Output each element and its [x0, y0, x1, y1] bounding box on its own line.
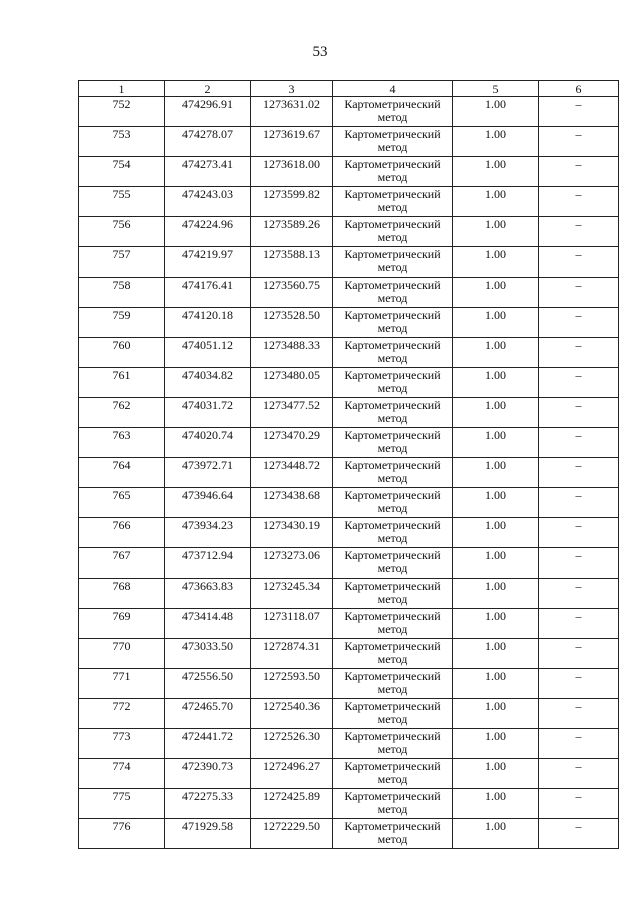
x-coordinate-cell: 474031.72: [165, 397, 251, 427]
accuracy-cell: 1.00: [453, 728, 539, 758]
method-cell: Картометрический метод: [333, 187, 453, 217]
accuracy-cell: 1.00: [453, 97, 539, 127]
y-coordinate-cell: 1273618.00: [251, 157, 333, 187]
point-number-cell: 753: [79, 127, 165, 157]
table-row: [79, 488, 619, 518]
x-coordinate-cell: 474296.91: [165, 97, 251, 127]
table-row: [79, 789, 619, 819]
accuracy-cell: 1.00: [453, 247, 539, 277]
point-number-cell: 766: [79, 518, 165, 548]
table-row: [79, 518, 619, 548]
y-coordinate-cell: 1272526.30: [251, 728, 333, 758]
point-number-cell: 755: [79, 187, 165, 217]
note-cell: –: [539, 789, 619, 819]
x-coordinate-cell: 472441.72: [165, 728, 251, 758]
method-cell: Картометрический метод: [333, 367, 453, 397]
table-row: [79, 187, 619, 217]
y-coordinate-cell: 1273430.19: [251, 518, 333, 548]
y-coordinate-cell: 1273470.29: [251, 428, 333, 458]
table-row: [79, 458, 619, 488]
method-cell: Картометрический метод: [333, 337, 453, 367]
note-cell: –: [539, 337, 619, 367]
note-cell: –: [539, 728, 619, 758]
column-header: 4: [333, 81, 453, 97]
accuracy-cell: 1.00: [453, 789, 539, 819]
method-cell: Картометрический метод: [333, 518, 453, 548]
point-number-cell: 774: [79, 759, 165, 789]
method-cell: Картометрический метод: [333, 548, 453, 578]
accuracy-cell: 1.00: [453, 367, 539, 397]
method-cell: Картометрический метод: [333, 819, 453, 849]
accuracy-cell: 1.00: [453, 337, 539, 367]
table-row: [79, 367, 619, 397]
column-header: 2: [165, 81, 251, 97]
x-coordinate-cell: 472275.33: [165, 789, 251, 819]
table-row: [79, 608, 619, 638]
method-cell: Картометрический метод: [333, 277, 453, 307]
table-row: [79, 217, 619, 247]
y-coordinate-cell: 1273480.05: [251, 367, 333, 397]
point-number-cell: 760: [79, 337, 165, 367]
table-row: [79, 428, 619, 458]
method-cell: Картометрический метод: [333, 458, 453, 488]
accuracy-cell: 1.00: [453, 428, 539, 458]
y-coordinate-cell: 1272540.36: [251, 698, 333, 728]
note-cell: –: [539, 157, 619, 187]
accuracy-cell: 1.00: [453, 608, 539, 638]
table-row: [79, 548, 619, 578]
note-cell: –: [539, 97, 619, 127]
y-coordinate-cell: 1273589.26: [251, 217, 333, 247]
method-cell: Картометрический метод: [333, 789, 453, 819]
y-coordinate-cell: 1272496.27: [251, 759, 333, 789]
x-coordinate-cell: 472556.50: [165, 668, 251, 698]
method-cell: Картометрический метод: [333, 608, 453, 638]
accuracy-cell: 1.00: [453, 698, 539, 728]
point-number-cell: 756: [79, 217, 165, 247]
table-row: [79, 157, 619, 187]
accuracy-cell: 1.00: [453, 518, 539, 548]
note-cell: –: [539, 367, 619, 397]
x-coordinate-cell: 474243.03: [165, 187, 251, 217]
note-cell: –: [539, 127, 619, 157]
table-row: [79, 247, 619, 277]
table-row: [79, 307, 619, 337]
accuracy-cell: 1.00: [453, 157, 539, 187]
note-cell: –: [539, 819, 619, 849]
x-coordinate-cell: 472465.70: [165, 698, 251, 728]
x-coordinate-cell: 474120.18: [165, 307, 251, 337]
coordinates-table: [78, 80, 619, 849]
page-number: 53: [312, 44, 328, 60]
table-row: [79, 337, 619, 367]
point-number-cell: 767: [79, 548, 165, 578]
x-coordinate-cell: 473946.64: [165, 488, 251, 518]
point-number-cell: 769: [79, 608, 165, 638]
method-cell: Картометрический метод: [333, 397, 453, 427]
table-row: [79, 819, 619, 849]
note-cell: –: [539, 307, 619, 337]
x-coordinate-cell: 474219.97: [165, 247, 251, 277]
note-cell: –: [539, 428, 619, 458]
point-number-cell: 770: [79, 638, 165, 668]
y-coordinate-cell: 1273477.52: [251, 397, 333, 427]
accuracy-cell: 1.00: [453, 397, 539, 427]
note-cell: –: [539, 488, 619, 518]
method-cell: Картометрический метод: [333, 428, 453, 458]
note-cell: –: [539, 759, 619, 789]
accuracy-cell: 1.00: [453, 759, 539, 789]
point-number-cell: 762: [79, 397, 165, 427]
y-coordinate-cell: 1273560.75: [251, 277, 333, 307]
x-coordinate-cell: 473414.48: [165, 608, 251, 638]
table-row: [79, 668, 619, 698]
method-cell: Картометрический метод: [333, 759, 453, 789]
note-cell: –: [539, 668, 619, 698]
point-number-cell: 765: [79, 488, 165, 518]
accuracy-cell: 1.00: [453, 488, 539, 518]
accuracy-cell: 1.00: [453, 307, 539, 337]
method-cell: Картометрический метод: [333, 488, 453, 518]
x-coordinate-cell: 472390.73: [165, 759, 251, 789]
x-coordinate-cell: 473712.94: [165, 548, 251, 578]
table-row: [79, 277, 619, 307]
x-coordinate-cell: 474051.12: [165, 337, 251, 367]
accuracy-cell: 1.00: [453, 277, 539, 307]
y-coordinate-cell: 1272229.50: [251, 819, 333, 849]
table-row: [79, 97, 619, 127]
point-number-cell: 764: [79, 458, 165, 488]
note-cell: –: [539, 608, 619, 638]
note-cell: –: [539, 397, 619, 427]
point-number-cell: 772: [79, 698, 165, 728]
point-number-cell: 771: [79, 668, 165, 698]
y-coordinate-cell: 1273273.06: [251, 548, 333, 578]
note-cell: –: [539, 217, 619, 247]
point-number-cell: 776: [79, 819, 165, 849]
table-row: [79, 638, 619, 668]
table-row: [79, 698, 619, 728]
x-coordinate-cell: 473033.50: [165, 638, 251, 668]
y-coordinate-cell: 1273488.33: [251, 337, 333, 367]
method-cell: Картометрический метод: [333, 217, 453, 247]
point-number-cell: 763: [79, 428, 165, 458]
x-coordinate-cell: 474278.07: [165, 127, 251, 157]
y-coordinate-cell: 1273438.68: [251, 488, 333, 518]
point-number-cell: 757: [79, 247, 165, 277]
method-cell: Картометрический метод: [333, 668, 453, 698]
note-cell: –: [539, 548, 619, 578]
note-cell: –: [539, 578, 619, 608]
table-row: [79, 759, 619, 789]
method-cell: Картометрический метод: [333, 698, 453, 728]
method-cell: Картометрический метод: [333, 578, 453, 608]
point-number-cell: 754: [79, 157, 165, 187]
point-number-cell: 761: [79, 367, 165, 397]
method-cell: Картометрический метод: [333, 247, 453, 277]
x-coordinate-cell: 474034.82: [165, 367, 251, 397]
y-coordinate-cell: 1272874.31: [251, 638, 333, 668]
x-coordinate-cell: 474176.41: [165, 277, 251, 307]
y-coordinate-cell: 1273588.13: [251, 247, 333, 277]
accuracy-cell: 1.00: [453, 187, 539, 217]
table-row: [79, 728, 619, 758]
point-number-cell: 773: [79, 728, 165, 758]
y-coordinate-cell: 1273245.34: [251, 578, 333, 608]
table-header-row: [79, 81, 619, 97]
method-cell: Картометрический метод: [333, 728, 453, 758]
y-coordinate-cell: 1273448.72: [251, 458, 333, 488]
point-number-cell: 752: [79, 97, 165, 127]
method-cell: Картометрический метод: [333, 307, 453, 337]
x-coordinate-cell: 471929.58: [165, 819, 251, 849]
x-coordinate-cell: 473663.83: [165, 578, 251, 608]
table-row: [79, 397, 619, 427]
y-coordinate-cell: 1272593.50: [251, 668, 333, 698]
point-number-cell: 775: [79, 789, 165, 819]
y-coordinate-cell: 1273631.02: [251, 97, 333, 127]
column-header: 1: [79, 81, 165, 97]
point-number-cell: 759: [79, 307, 165, 337]
accuracy-cell: 1.00: [453, 638, 539, 668]
note-cell: –: [539, 277, 619, 307]
accuracy-cell: 1.00: [453, 548, 539, 578]
accuracy-cell: 1.00: [453, 668, 539, 698]
method-cell: Картометрический метод: [333, 638, 453, 668]
note-cell: –: [539, 518, 619, 548]
x-coordinate-cell: 473934.23: [165, 518, 251, 548]
y-coordinate-cell: 1273599.82: [251, 187, 333, 217]
accuracy-cell: 1.00: [453, 819, 539, 849]
table-row: [79, 127, 619, 157]
accuracy-cell: 1.00: [453, 127, 539, 157]
note-cell: –: [539, 187, 619, 217]
column-header: 6: [539, 81, 619, 97]
accuracy-cell: 1.00: [453, 458, 539, 488]
y-coordinate-cell: 1273619.67: [251, 127, 333, 157]
table-row: [79, 578, 619, 608]
method-cell: Картометрический метод: [333, 127, 453, 157]
note-cell: –: [539, 458, 619, 488]
table-body: [79, 97, 619, 849]
x-coordinate-cell: 474020.74: [165, 428, 251, 458]
method-cell: Картометрический метод: [333, 157, 453, 187]
x-coordinate-cell: 474224.96: [165, 217, 251, 247]
column-header: 3: [251, 81, 333, 97]
note-cell: –: [539, 247, 619, 277]
point-number-cell: 758: [79, 277, 165, 307]
note-cell: –: [539, 638, 619, 668]
note-cell: –: [539, 698, 619, 728]
method-cell: Картометрический метод: [333, 97, 453, 127]
y-coordinate-cell: 1273528.50: [251, 307, 333, 337]
accuracy-cell: 1.00: [453, 578, 539, 608]
x-coordinate-cell: 473972.71: [165, 458, 251, 488]
y-coordinate-cell: 1273118.07: [251, 608, 333, 638]
point-number-cell: 768: [79, 578, 165, 608]
x-coordinate-cell: 474273.41: [165, 157, 251, 187]
column-header: 5: [453, 81, 539, 97]
y-coordinate-cell: 1272425.89: [251, 789, 333, 819]
accuracy-cell: 1.00: [453, 217, 539, 247]
